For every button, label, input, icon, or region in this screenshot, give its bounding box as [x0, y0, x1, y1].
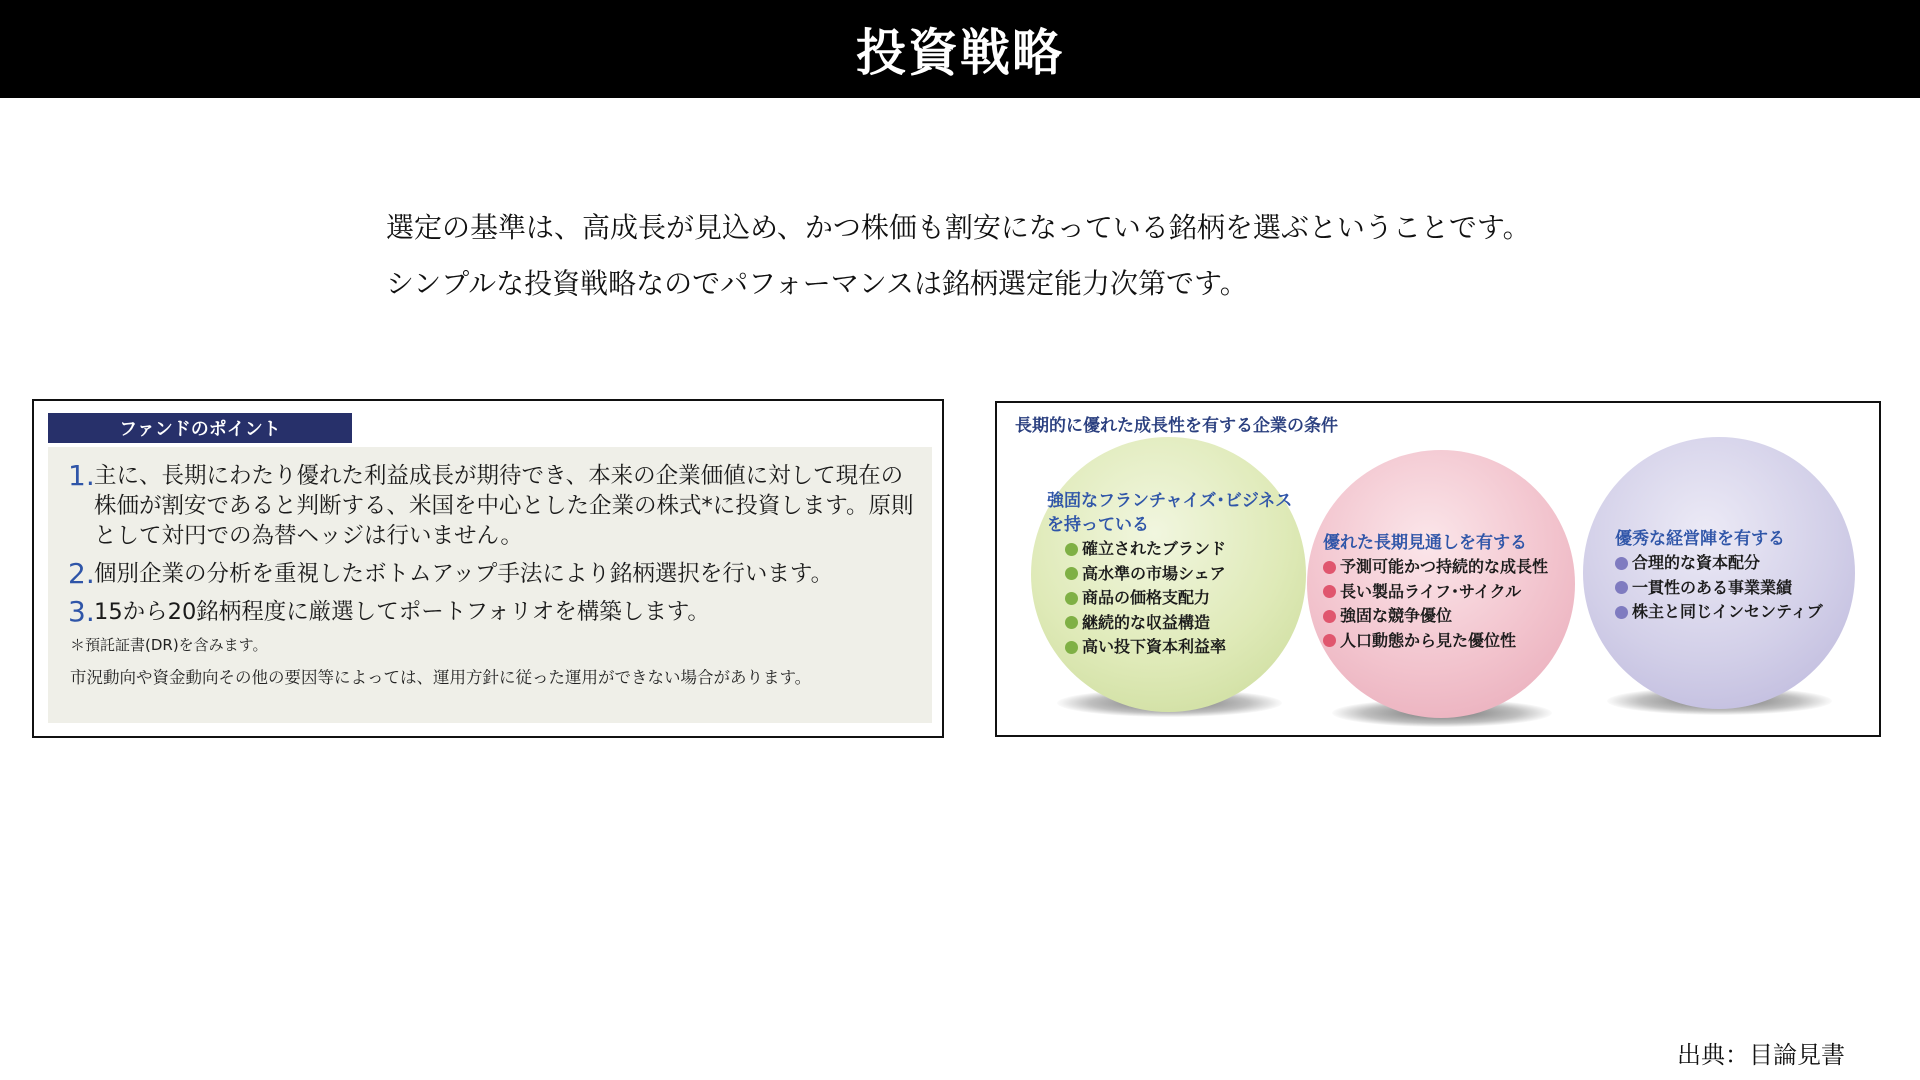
bullet-icon	[1323, 561, 1336, 574]
fund-footnote: ＊預託証書(DR)を含みます。	[70, 636, 268, 654]
fund-points-panel	[32, 399, 944, 738]
conditions-title: 長期的に優れた成長性を有する企業の条件	[1015, 416, 1338, 436]
franchise-heading-line-1: 強固なフランチャイズ･ビジネス	[1047, 491, 1293, 511]
bullet-icon	[1323, 634, 1336, 647]
source-note: 出典：目論見書	[1677, 1041, 1845, 1069]
franchise-list	[1065, 537, 1292, 660]
page-title: 投資戦略	[856, 24, 1064, 82]
growth-conditions-panel	[995, 401, 1881, 737]
bullet-icon	[1323, 585, 1336, 598]
fund-point-2	[68, 559, 914, 589]
list-item: 確立されたブランド	[1065, 537, 1292, 562]
bullet-icon	[1065, 592, 1078, 605]
fund-disclaimer: 市況動向や資金動向その他の要因等によっては、運用方針に従った運用ができない場合があります。	[70, 668, 812, 687]
management-text	[1615, 527, 1823, 625]
bullet-icon	[1323, 610, 1336, 623]
list-item: 一貫性のある事業業績	[1615, 576, 1823, 601]
list-item: 株主と同じインセンティブ	[1615, 600, 1823, 625]
fund-point-number: 1.	[68, 459, 95, 492]
list-item: 高い投下資本利益率	[1065, 635, 1292, 660]
fund-point-number: 2.	[68, 557, 95, 590]
fund-points-body	[48, 447, 932, 723]
franchise-text	[1047, 489, 1292, 660]
bullet-icon	[1065, 641, 1078, 654]
list-item: 長い製品ライフ･サイクル	[1323, 580, 1548, 605]
intro-line-2: シンプルな投資戦略なのでパフォーマンスは銘柄選定能力次第です。	[386, 267, 1248, 300]
list-item: 人口動態から見た優位性	[1323, 629, 1548, 654]
list-item: 継続的な収益構造	[1065, 611, 1292, 636]
management-heading: 優秀な経営陣を有する	[1615, 529, 1785, 549]
franchise-heading-line-2: を持っている	[1047, 515, 1149, 535]
fund-point-text: 個別企業の分析を重視したボトムアップ手法により銘柄選択を行います。	[94, 561, 834, 587]
list-item: 予測可能かつ持続的な成長性	[1323, 555, 1548, 580]
intro-text	[386, 200, 1531, 312]
outlook-text	[1323, 531, 1548, 653]
fund-point-number: 3.	[68, 595, 95, 628]
list-item: 強固な競争優位	[1323, 604, 1548, 629]
bullet-icon	[1065, 543, 1078, 556]
bullet-icon	[1065, 616, 1078, 629]
list-item: 高水準の市場シェア	[1065, 562, 1292, 587]
bullet-icon	[1615, 606, 1628, 619]
title-bar	[0, 0, 1920, 98]
fund-point-text: 15から20銘柄程度に厳選してポートフォリオを構築します。	[94, 599, 710, 625]
list-item: 合理的な資本配分	[1615, 551, 1823, 576]
bullet-icon	[1615, 557, 1628, 570]
intro-line-1: 選定の基準は、高成長が見込め、かつ株価も割安になっている銘柄を選ぶということです。	[386, 211, 1531, 244]
fund-points-header: ファンドのポイント	[48, 413, 352, 443]
list-item: 商品の価格支配力	[1065, 586, 1292, 611]
fund-point-3	[68, 597, 914, 627]
outlook-list	[1323, 555, 1548, 653]
fund-point-text: 主に、長期にわたり優れた利益成長が期待でき、本来の企業価値に対して現在の株価が割安であると判断する、米国を中心とした企業の株式*に投資します。原則として対円での為替ヘッジは行いません。	[94, 463, 914, 549]
fund-point-1	[68, 461, 914, 551]
bullet-icon	[1615, 581, 1628, 594]
management-list	[1615, 551, 1823, 625]
bullet-icon	[1065, 567, 1078, 580]
outlook-heading: 優れた長期見通しを有する	[1323, 533, 1527, 553]
